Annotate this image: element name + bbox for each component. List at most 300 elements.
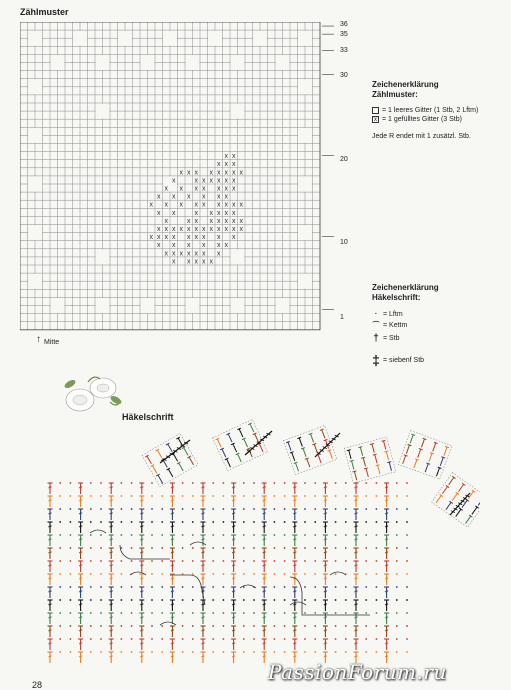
stitch-bar [293,487,296,488]
chain-dot [406,482,408,484]
stitch-bar [201,487,204,488]
stitch-bar [324,643,327,644]
empty-block [141,55,155,70]
stitch-bar [232,617,235,618]
stitch-stem [466,516,471,523]
chain-dot [59,495,61,497]
chain-dot [90,508,92,510]
stitch-stem [178,438,183,446]
chain-dot [161,599,163,601]
empty-block [96,104,110,119]
chain-dot [253,482,255,484]
chain-dot [274,482,276,484]
stitch-bar [201,656,204,657]
empty-block [96,298,110,313]
stitch-bar [263,539,266,540]
legend-symbol-row [372,349,502,371]
stitch-top [305,458,309,459]
chain-dot [70,612,72,614]
stitch-bar [201,617,204,618]
chain-dot [121,508,123,510]
chain-dot [212,547,214,549]
empty-block [186,298,200,313]
stitch-bar [354,591,357,592]
chain-dot [345,482,347,484]
turning-arc [90,530,106,533]
chain-dot [100,599,102,601]
chain-dot [284,495,286,497]
stitch-bar [171,591,174,592]
chain-dot [376,547,378,549]
chain-dot [284,586,286,588]
stitch-bar [354,604,357,605]
chain-dot [212,612,214,614]
filled-cell: x [217,226,221,233]
chain-dot [223,638,225,640]
stitch-stem [421,439,424,447]
stitch-bar [293,591,296,592]
stitch-top [438,467,442,468]
chain-dot [406,573,408,575]
stitch-stem [318,455,321,463]
chain-dot [182,560,184,562]
stitch-bar [201,526,204,527]
stitch-bar [354,643,357,644]
stitch-bar [324,487,327,488]
filled-square-icon: x [374,117,377,123]
stitch-bar [48,630,51,631]
chain-dot [406,521,408,523]
stitch-bar [385,591,388,592]
chain-dot [274,573,276,575]
filled-cell: x [187,193,191,201]
filled-cell: x [202,242,206,250]
empty-block [28,225,42,240]
chain-dot [284,547,286,549]
stitch-bar [293,500,296,501]
filled-cell: x [157,209,161,217]
stitch-stem [329,450,332,458]
chain-dot [70,560,72,562]
filled-cell: x [172,258,176,266]
stitch-stem [449,477,454,484]
chain-dot [376,586,378,588]
filled-cell: x [224,161,228,169]
empty-block [298,225,312,240]
filled-cell: x [187,258,191,266]
filled-cell: x [187,242,191,250]
legend-symbols-title-1: Zeichenerklärung [372,283,439,292]
chain-dot [253,547,255,549]
chain-dot [70,586,72,588]
stitch-bar [324,617,327,618]
stitch-bar [385,643,388,644]
filled-cell: x [202,193,206,201]
chain-dot [223,586,225,588]
filled-cell: x [164,250,168,258]
empty-block [96,249,110,264]
chain-dot [212,495,214,497]
chain-dot [70,573,72,575]
stitch-stem [354,471,356,480]
stitch-stem [244,439,248,447]
chain-dot [151,495,153,497]
stitch-stem [227,459,231,467]
filled-cell: x [202,201,206,209]
legend-symbol-label: = Kettm [383,322,408,329]
chain-dot [365,586,367,588]
stitch-stem [299,438,302,446]
chain-dot [335,495,337,497]
stitch-stem [459,484,464,491]
stitch-bar [263,604,266,605]
filled-cell: x [164,234,168,242]
chain-dot [304,599,306,601]
chain-dot [365,638,367,640]
stitch-bar [110,487,113,488]
chain-dot [253,560,255,562]
chain-dot [223,508,225,510]
filled-cell: x [194,250,198,258]
septuple-treble-icon: ‡ [372,351,380,368]
stitch-bar [48,552,51,553]
chain-dot [314,495,316,497]
filled-cell: x [232,201,236,209]
filled-cell: x [172,177,176,185]
stitch-stem [410,435,413,443]
stitch-bar [232,656,235,657]
stitch-stem [184,448,189,456]
stitch-bar [140,500,143,501]
turning-arc [290,602,306,605]
filled-cell: x [179,201,183,209]
chain-dot [335,625,337,627]
chain-dot [396,586,398,588]
stitch-bar [201,500,204,501]
legend-symbol-row [372,309,502,320]
stitch-stem [429,453,432,461]
stitch-bar [140,643,143,644]
chain-dot [406,560,408,562]
stitch-bar [110,591,113,592]
empty-block [253,31,267,46]
chain-dot [161,573,163,575]
stitch-bar [110,578,113,579]
chain-dot [151,612,153,614]
chain-dot [100,651,102,653]
chain-dot [274,508,276,510]
stitch-bar [79,513,82,514]
stitch-bar [140,630,143,631]
chain-dot [365,573,367,575]
chain-dot [243,534,245,536]
chain-dot [59,508,61,510]
stitch-bar [140,552,143,553]
chain-dot [100,625,102,627]
stitch-top [411,434,415,435]
chain-dot [365,534,367,536]
stitch-bar [201,513,204,514]
stitch-stem [288,442,291,450]
chain-dot [243,547,245,549]
row-label-1: 1 [340,314,344,321]
filled-cell: x [172,242,176,250]
filled-cell: x [224,169,228,177]
chain-dot [243,599,245,601]
filled-cell: x [157,226,161,233]
stitch-bar [48,513,51,514]
stitch-bar [324,565,327,566]
stitch-bar [48,539,51,540]
chain-dot [345,560,347,562]
chain-dot [396,560,398,562]
stitch-bar [171,578,174,579]
stitch-bar [385,617,388,618]
chain-dot [243,521,245,523]
chain-dot [253,534,255,536]
chain-dot [161,521,163,523]
chain-dot [345,599,347,601]
stitch-bar [48,591,51,592]
stitch-bar [232,500,235,501]
filled-cell: x [232,234,236,242]
stitch-top [384,451,388,452]
legend-note: Jede R endet mit 1 zusätzl. Stb. [372,133,471,140]
stitch-stem [386,451,388,460]
stitch-bar [110,500,113,501]
chain-dot [161,508,163,510]
chain-dot [223,573,225,575]
stitch-stem [250,424,254,432]
chain-dot [192,573,194,575]
chain-dot [253,638,255,640]
chain-dot [243,651,245,653]
stitch-top [297,437,301,438]
stitch-bar [324,578,327,579]
crochet-title: Häkelschrift [122,412,174,422]
stitch-bar [263,565,266,566]
chain-dot [100,547,102,549]
filled-cell: x [224,193,228,201]
stitch-top [441,457,445,458]
chain-dot [223,495,225,497]
empty-block [298,177,312,192]
filled-cell: x [194,201,198,209]
chain-dot [365,612,367,614]
chain-dot [131,560,133,562]
chain-dot [314,521,316,523]
chain-dot [376,495,378,497]
chain-dot [100,560,102,562]
filled-cell: x [172,226,176,233]
filled-cell: x [202,234,206,242]
chain-dot [223,625,225,627]
stitch-stem [433,443,436,451]
chain-dot [192,547,194,549]
chain-dot [161,612,163,614]
stitch-bar [232,578,235,579]
chain-dot [182,482,184,484]
chain-dot [243,508,245,510]
empty-block [51,298,65,313]
stitch-bar [110,552,113,553]
chain-dot [365,495,367,497]
chain-dot [182,599,184,601]
chain-dot [70,599,72,601]
stitch-stem [233,444,237,452]
filled-cell: x [172,250,176,258]
chain-dot [192,599,194,601]
chain-dot [376,521,378,523]
stitch-bar [324,656,327,657]
stitch-bar [324,630,327,631]
filled-cell: x [164,185,168,193]
chain-dot [335,482,337,484]
stitch-bar [110,565,113,566]
stitch-top [361,457,365,458]
chain-dot [70,547,72,549]
stitch-bar [263,617,266,618]
stitch-bar [263,656,266,657]
chain-dot [59,638,61,640]
stitch-top [408,444,412,445]
chain-dot [212,560,214,562]
chain-dot [396,534,398,536]
chain-dot [314,547,316,549]
stitch-stem [442,486,447,493]
filled-cell: x [172,209,176,217]
chain-dot [223,612,225,614]
stitch-stem [452,493,457,500]
stitch-stem [456,509,461,516]
chain-dot [376,508,378,510]
chain-dot [192,625,194,627]
filled-cell: x [217,217,221,225]
chain-dot [131,651,133,653]
chain-dot [131,638,133,640]
chain-dot [151,547,153,549]
filled-cell: x [202,258,206,266]
chain-dot [304,560,306,562]
filled-cell: x [194,234,198,242]
stitch-top [415,459,419,460]
stitch-bar [263,487,266,488]
chain-dot [70,638,72,640]
chain-dot [345,638,347,640]
legend-empty-row [372,106,502,115]
chain-dot [274,534,276,536]
chain-dot [284,625,286,627]
filled-cell: x [209,258,213,266]
stitch-bar [293,604,296,605]
filet-chart [20,22,355,342]
chain-dot [345,651,347,653]
stitch-bar [354,526,357,527]
stitch-bar [79,617,82,618]
stitch-bar [354,487,357,488]
stitch-bar [79,487,82,488]
chain-dot [284,521,286,523]
chain-dot [274,638,276,640]
chain-dot [365,651,367,653]
stitch-stem [295,463,298,471]
filled-cell: x [194,217,198,225]
chain-dot [90,612,92,614]
stitch-bar [201,578,204,579]
stitch-bar [79,500,82,501]
stitch-stem [446,502,451,509]
chain-dot [121,651,123,653]
stitch-top [373,454,377,455]
chain-dot [284,651,286,653]
filled-cell: x [232,209,236,217]
chain-dot [223,651,225,653]
empty-block [231,249,245,264]
chain-dot [212,573,214,575]
stitch-top [419,449,423,450]
chain-dot [406,599,408,601]
filled-cell: x [179,185,183,193]
stitch-bar [354,630,357,631]
chain-dot [335,638,337,640]
chain-dot [253,508,255,510]
chain-dot [161,638,163,640]
chain-dot [192,560,194,562]
filled-cell: x [232,153,236,161]
chain-dot [121,586,123,588]
empty-block [51,55,65,70]
chain-dot [314,534,316,536]
legend-symbol-label: = Stb [383,334,400,342]
chain-dot [376,573,378,575]
chain-dot [151,586,153,588]
stitch-bar [201,552,204,553]
stitch-stem [389,462,391,471]
filled-cell: x [202,177,206,185]
chain-dot [284,560,286,562]
chain-dot [131,482,133,484]
chain-dot [90,573,92,575]
stitch-top [376,465,380,466]
stitch-bar [201,604,204,605]
stitch-top [327,450,331,451]
chain-dot [131,534,133,536]
chain-dot [376,638,378,640]
chain-dot [192,638,194,640]
filled-cell: x [217,209,221,217]
stitch-top [358,447,362,448]
chain-dot [396,625,398,627]
chain-dot [59,612,61,614]
chain-dot [304,508,306,510]
chain-dot [151,625,153,627]
legend-symbol-label: = siebenf Stb [383,356,425,364]
chain-dot [376,482,378,484]
stitch-bar [324,526,327,527]
stitch-bar [385,656,388,657]
stitch-stem [378,465,380,474]
chain-dot [243,560,245,562]
stitch-bar [293,565,296,566]
chain-dot [223,521,225,523]
stitch-stem [307,459,310,467]
chain-dot [192,482,194,484]
chain-dot [70,625,72,627]
chain-dot [284,573,286,575]
empty-block [231,298,245,313]
page-number: 28 [32,680,43,690]
stitch-bar [48,643,51,644]
